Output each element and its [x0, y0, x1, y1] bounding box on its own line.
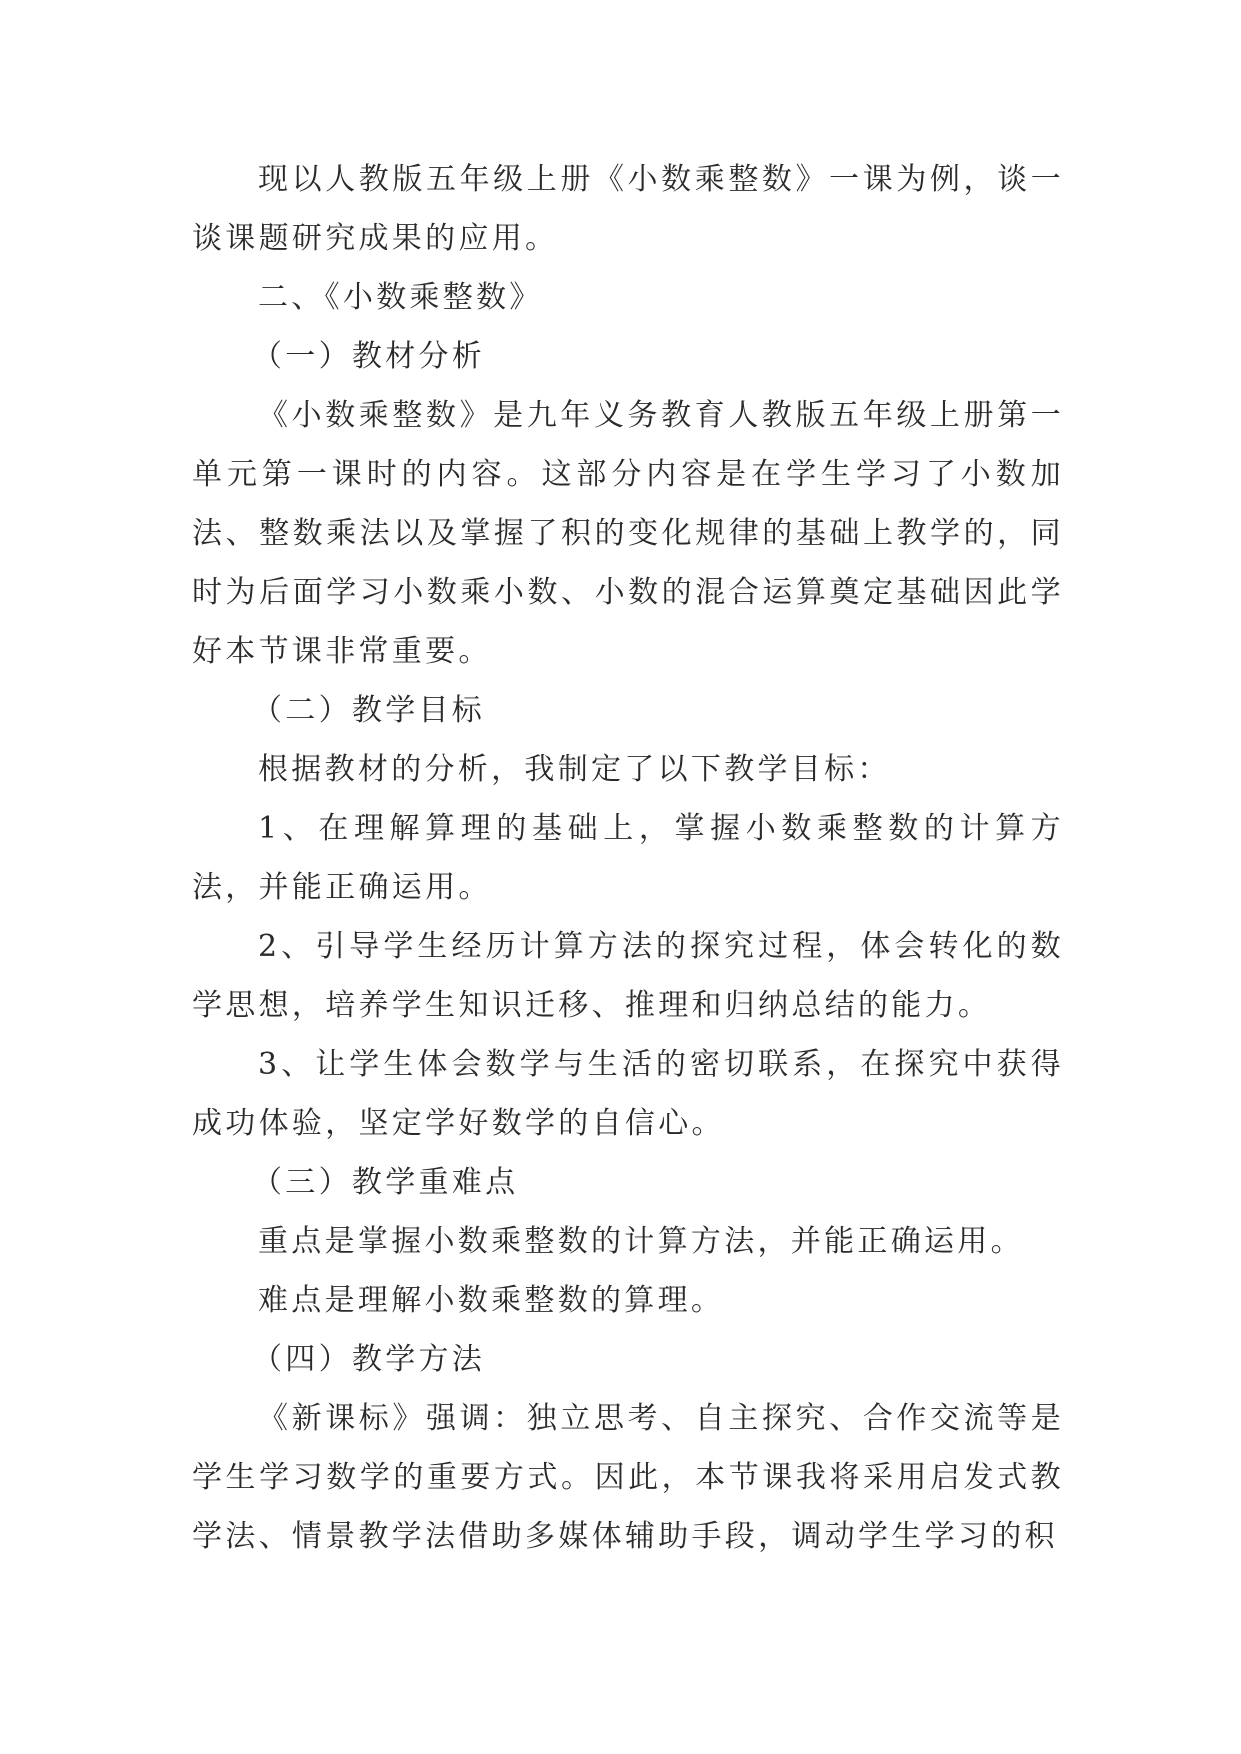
- paragraph-difficult-point: 难点是理解小数乘整数的算理。: [258, 1283, 725, 1318]
- subheading-teaching-methods: （四）教学方法: [252, 1342, 486, 1377]
- section-heading-2: 二、《小数乘整数》: [258, 280, 543, 315]
- goal-item-3: 3、让学生体会数学与生活的密切联系，在探究中获得成功体验，坚定学好数学的自信心。: [192, 1047, 1064, 1141]
- paragraph-material-analysis: 《小数乘整数》是九年义务教育人教版五年级上册第一单元第一课时的内容。这部分内容是在学生学习了小数加法、整数乘法以及掌握了积的变化规律的基础上教学的，同时为后面学习小数乘小数、小数的混合运算奠定基础因此学好本节课非常重要。: [192, 398, 1064, 669]
- paragraph-teaching-methods: 《新课标》强调：独立思考、自主探究、合作交流等是学生学习数学的重要方式。因此，本节课我将采用启发式教学法、情景教学法借助多媒体辅助手段，调动学生学习的积: [192, 1401, 1064, 1554]
- subheading-teaching-goals: （二）教学目标: [252, 693, 486, 728]
- goal-item-1: 1、在理解算理的基础上，掌握小数乘整数的计算方法，并能正确运用。: [192, 811, 1064, 905]
- subheading-material-analysis: （一）教材分析: [252, 339, 486, 374]
- goal-item-2: 2、引导学生经历计算方法的探究过程，体会转化的数学思想，培养学生知识迁移、推理和归纳总结的能力。: [192, 929, 1064, 1023]
- subheading-key-points: （三）教学重难点: [252, 1165, 519, 1200]
- paragraph-intro: 现以人教版五年级上册《小数乘整数》一课为例，谈一谈课题研究成果的应用。: [192, 162, 1064, 256]
- paragraph-goals-intro: 根据教材的分析，我制定了以下教学目标：: [258, 752, 891, 787]
- document-body: [192, 150, 1064, 1566]
- paragraph-key-point: 重点是掌握小数乘整数的计算方法，并能正确运用。: [258, 1224, 1024, 1259]
